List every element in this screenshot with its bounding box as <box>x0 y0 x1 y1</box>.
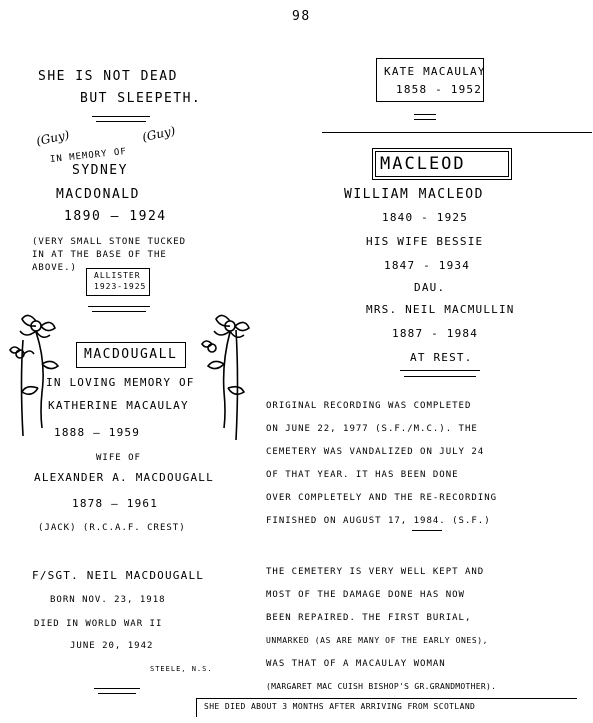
in-memory-of: IN MEMORY OF <box>49 147 128 166</box>
note-p2-line-1: THE CEMETERY IS VERY WELL KEPT AND <box>266 567 485 577</box>
divider-rule <box>414 114 436 115</box>
divider-rule <box>88 306 150 307</box>
note-p2-line-5: WAS THAT OF A MACAULAY WOMAN <box>266 659 446 669</box>
macleod-line-4: 1847 - 1934 <box>384 259 471 272</box>
macleod-line-3: HIS WIFE BESSIE <box>366 235 484 248</box>
note-p1-line-5: OVER COMPLETELY AND THE RE-RECORDING <box>266 493 498 503</box>
divider-rule <box>414 119 436 120</box>
divider-rule <box>92 311 146 312</box>
macleod-line-5: DAU. <box>414 281 446 294</box>
sydney-first-name: SYDNEY <box>72 163 128 178</box>
macleod-line-2: 1840 - 1925 <box>382 211 469 224</box>
katherine-years: 1888 – 1959 <box>54 426 141 439</box>
stone-note-line-1: (VERY SMALL STONE TUCKED <box>32 237 187 247</box>
neil-died-date: JUNE 20, 1942 <box>70 641 154 651</box>
allister-name: ALLISTER <box>94 271 141 280</box>
footer-note: SHE DIED ABOUT 3 MONTHS AFTER ARRIVING FROM SCOTLAND <box>204 702 476 711</box>
divider-rule <box>322 132 592 133</box>
flower-stem-right-icon <box>230 330 242 440</box>
flower-right-icon <box>192 308 262 428</box>
sydney-surname: MACDONALD <box>56 187 140 202</box>
note-p2-line-4: UNMARKED (AS ARE MANY OF THE EARLY ONES), <box>266 636 489 645</box>
husband-years: 1878 – 1961 <box>72 497 159 510</box>
note-p1-line-2: ON JUNE 22, 1977 (S.F./M.C.). THE <box>266 424 478 434</box>
note-p1-line-4: OF THAT YEAR. IT HAS BEEN DONE <box>266 470 459 480</box>
macleod-line-1: WILLIAM MACLEOD <box>344 187 484 202</box>
divider-rule <box>98 693 136 694</box>
note-p2-line-2: MOST OF THE DAMAGE DONE HAS NOW <box>266 590 465 600</box>
divider-rule <box>96 121 146 122</box>
page-number: 98 <box>292 9 311 24</box>
stone-maker: STEELE, N.S. <box>150 665 213 673</box>
katherine-name: KATHERINE MACAULAY <box>48 399 189 412</box>
sydney-years: 1890 – 1924 <box>64 209 167 224</box>
flower-stem-left-icon <box>18 340 28 436</box>
stone-note-line-3: ABOVE.) <box>32 263 77 273</box>
note-p1-line-3: CEMETERY WAS VANDALIZED ON JULY 24 <box>266 447 485 457</box>
neil-rank-name: F/SGT. NEIL MACDOUGALL <box>32 569 205 582</box>
note-p1-line-6: FINISHED ON AUGUST 17, 1984. (S.F.) <box>266 516 491 526</box>
stone-note-line-2: IN AT THE BASE OF THE <box>32 250 167 260</box>
date-underline <box>412 530 442 531</box>
note-p2-line-6: (MARGARET MAC CUISH BISHOP'S GR.GRANDMOTHER). <box>266 682 497 691</box>
divider-rule <box>92 116 150 117</box>
macleod-line-6: MRS. NEIL MACMULLIN <box>366 303 515 316</box>
allister-years: 1923-1925 <box>94 282 147 291</box>
macleod-line-7: 1887 - 1984 <box>392 327 479 340</box>
divider-rule <box>94 688 140 689</box>
divider-rule <box>400 370 480 371</box>
kate-name: KATE MACAULAY <box>384 65 486 78</box>
annotation-guy-left: (Guy) <box>34 127 71 149</box>
macleod-line-8: AT REST. <box>410 351 473 364</box>
divider-rule <box>404 376 476 377</box>
husband-name: ALEXANDER A. MACDOUGALL <box>34 471 214 484</box>
note-p1-line-1: ORIGINAL RECORDING WAS COMPLETED <box>266 401 472 411</box>
neil-born: BORN NOV. 23, 1918 <box>50 595 166 605</box>
epitaph-line-2: BUT SLEEPETH. <box>80 91 202 106</box>
neil-died: DIED IN WORLD WAR II <box>34 619 163 629</box>
kate-years: 1858 - 1952 <box>396 83 483 96</box>
macdougall-label: MACDOUGALL <box>84 347 178 362</box>
note-p2-line-3: BEEN REPAIRED. THE FIRST BURIAL, <box>266 613 472 623</box>
macleod-label: MACLEOD <box>380 154 466 174</box>
in-loving-memory: IN LOVING MEMORY OF <box>46 376 195 389</box>
crest-note: (JACK) (R.C.A.F. CREST) <box>38 523 186 533</box>
wife-of: WIFE OF <box>96 453 141 463</box>
annotation-guy-right: (Guy) <box>140 123 177 145</box>
epitaph-line-1: SHE IS NOT DEAD <box>38 69 178 84</box>
